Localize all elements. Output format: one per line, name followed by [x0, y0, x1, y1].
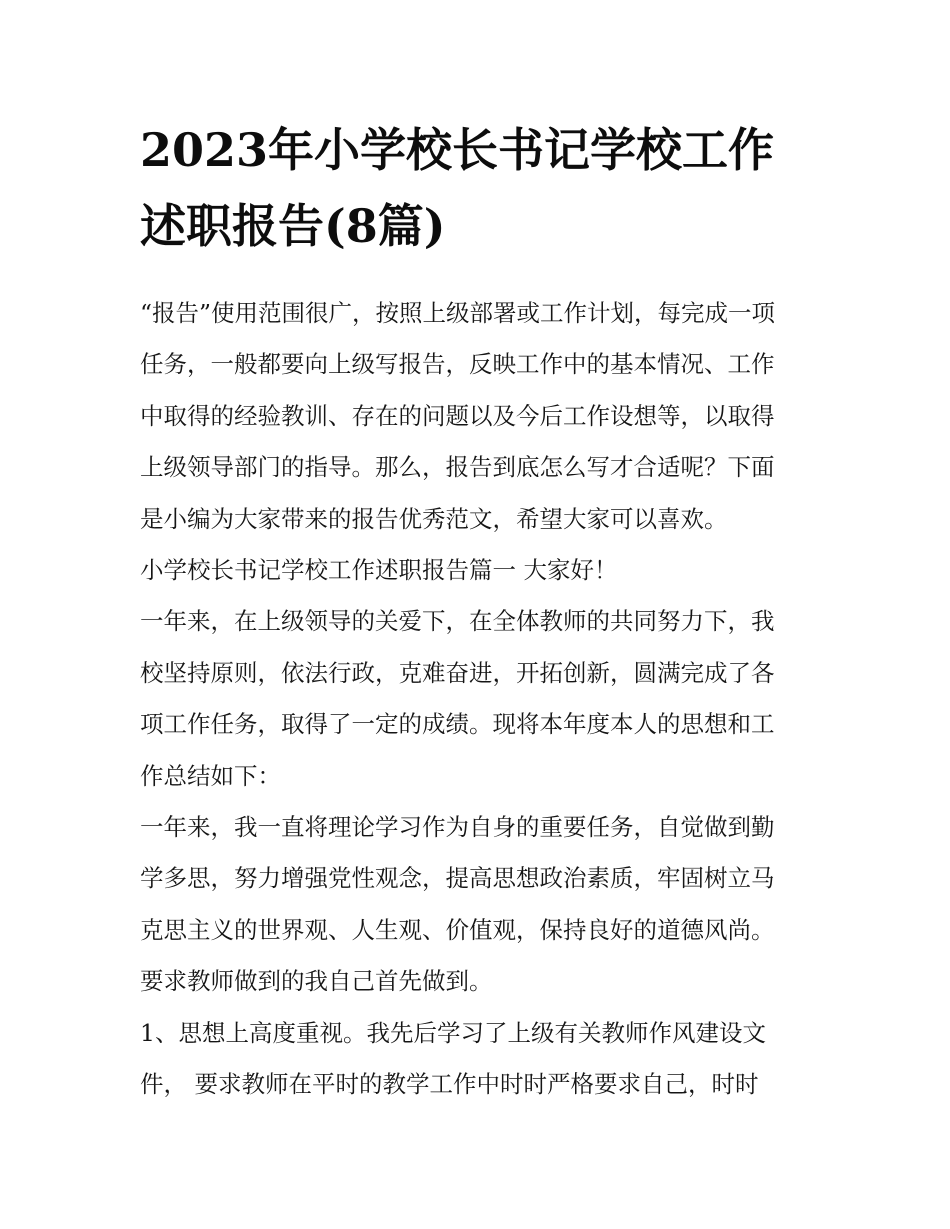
body-line: 作总结如下： [140, 761, 281, 790]
title-line: 述职报告(8篇) [140, 199, 446, 253]
body-line: 1、思想上高度重视。我先后学习了上级有关教师作风建设文 [140, 1018, 766, 1047]
body-line: 一年来，我一直将理论学习作为自身的重要任务，自觉做到勤 [140, 813, 775, 842]
body-line: 任务，一般都要向上级写报告，反映工作中的基本情况、工作 [140, 350, 775, 379]
document-page [140, 112, 812, 1111]
document-body [140, 288, 812, 1111]
body-line: 是小编为大家带来的报告优秀范文，希望大家可以喜欢。 [140, 504, 728, 533]
body-line: 克思主义的世界观、人生观、价值观，保持良好的道德风尚。 [140, 915, 775, 944]
body-line: 件， 要求教师在平时的教学工作中时时严格要求自己，时时 [140, 1070, 759, 1099]
document-title [140, 112, 812, 264]
title-line: 2023年小学校长书记学校工作 [140, 123, 775, 177]
body-line: 上级领导部门的指导。那么，报告到底怎么写才合适呢？下面 [140, 453, 775, 482]
body-line: “报告”使用范围很广，按照上级部署或工作计划，每完成一项 [140, 299, 776, 327]
body-line: 中取得的经验教训、存在的问题以及今后工作设想等，以取得 [140, 401, 775, 430]
section-heading-line: 小学校长书记学校工作述职报告篇一 大家好！ [140, 556, 618, 585]
body-line: 要求教师做到的我自己首先做到。 [140, 967, 493, 996]
body-line: 校坚持原则，依法行政，克难奋进，开拓创新，圆满完成了各 [140, 658, 775, 687]
body-line: 学多思，努力增强党性观念，提高思想政治素质，牢固树立马 [140, 864, 775, 893]
body-line: 项工作任务，取得了一定的成绩。现将本年度本人的思想和工 [140, 710, 775, 739]
body-line: 一年来，在上级领导的关爱下，在全体教师的共同努力下，我 [140, 607, 775, 636]
